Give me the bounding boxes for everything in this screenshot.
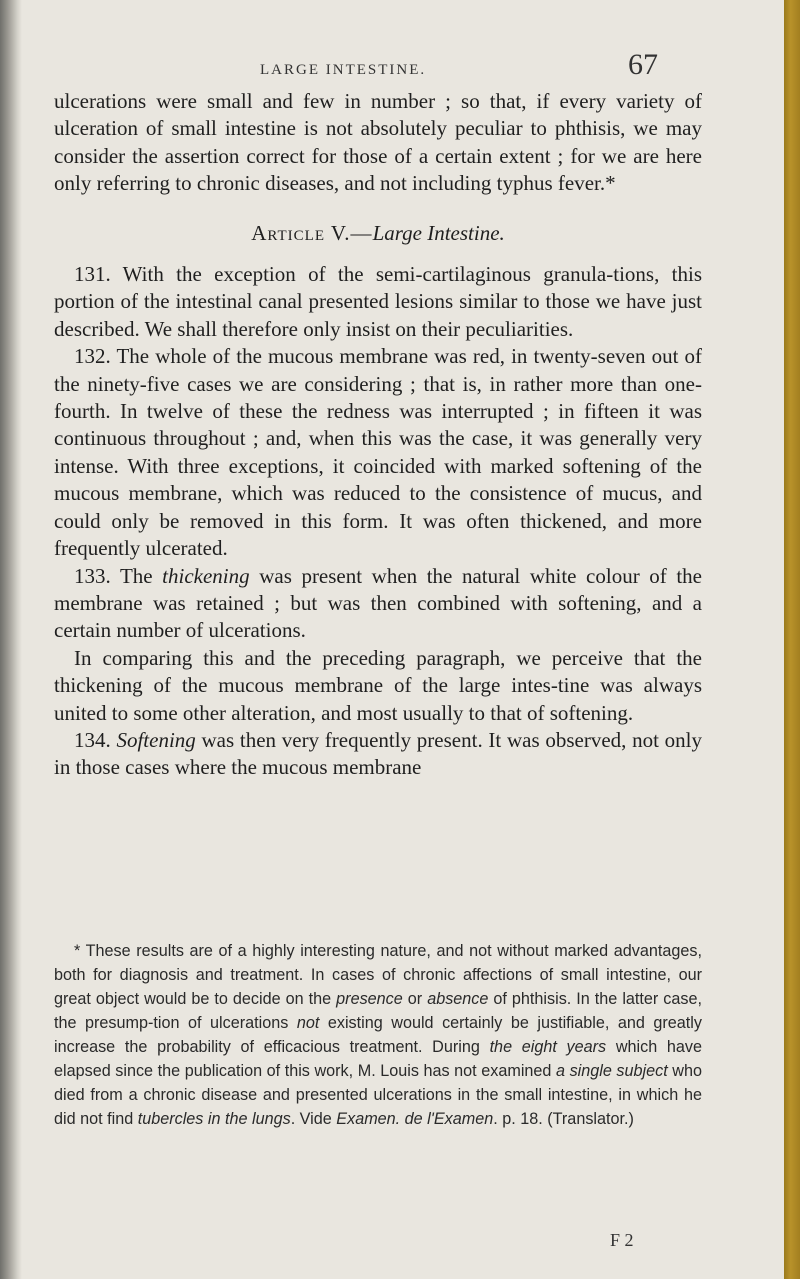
footnote-part: of phthisis. In the latter case, the presump-tion of ulcerations	[54, 990, 702, 1032]
footnote-eight-years: the eight years	[489, 1038, 607, 1056]
paragraph-132: 132. The whole of the mucous membrane was red, in twenty-seven out of the ninety-five cases we are considering ; that is, in rather more than one-fourth. In twelve of these the redness was interrupted ; in fifteen it was continuous throughout ; and, when this was the case, it was generally very intense. With three exceptions, it coincided with marked softening of the mucous membrane, which was reduced to the consistence of mucus, and could only be removed in this form. It was often thickened, and more frequently ulcerated.	[54, 344, 702, 561]
footnote-tubercles: tubercles in the lungs	[137, 1110, 291, 1128]
paragraph-133	[54, 563, 702, 645]
page-header	[0, 46, 784, 86]
footnote-part: * These results are of a highly interesting nature, and not without marked advantages, both for diagnosis and treatment. In cases of chronic affections of small intestine, our great object would be to decide on the	[54, 942, 702, 1008]
footnote-part: . Vide	[290, 1110, 337, 1128]
footnote-presence: presence	[336, 990, 403, 1008]
page-number: 67	[628, 48, 658, 81]
page-edge	[784, 0, 800, 1279]
p134-text: was then very frequently present. It was observed, not only in those cases where the mucous membrane	[54, 727, 702, 780]
footnote-part: who died from a chronic disease and presented ulcerations in the small intestine, in which he did not find	[54, 1062, 702, 1128]
p134-number: 134.	[74, 727, 117, 752]
article-title: Large Intestine.	[372, 220, 505, 245]
footnote	[54, 939, 702, 1131]
footnote-part: or	[402, 990, 428, 1008]
signature-mark: F 2	[610, 1230, 634, 1250]
paragraph-intro: ulcerations were small and few in number ; so that, if every variety of ulceration of small intestine is not absolutely peculiar to phthisis, we may consider the assertion correct for those of a certain extent ; for we are here only referring to chronic diseases, and not including typhus fever.*	[54, 89, 702, 196]
footnote-single-subject: a single subject	[556, 1062, 668, 1080]
footnote-part: which have elapsed since the publication of this work, M. Louis has not examined	[54, 1038, 703, 1080]
p134-term: Softening	[116, 727, 196, 752]
footnote-absence: absence	[427, 990, 489, 1008]
footnote-part: existing would certainly be justifiable, and greatly increase the probability of efficacious treatment. During	[54, 1014, 702, 1056]
article-prefix: Article V.—	[251, 220, 373, 245]
paragraph-134	[54, 727, 702, 782]
footnote-text	[54, 939, 702, 1131]
footnote-examen: Examen. de l'Examen	[336, 1110, 494, 1128]
paragraph-compare: In comparing this and the preceding paragraph, we perceive that the thickening of the mucous membrane of the large intes-tine was always united to some other alteration, and most usually to that of softening.	[54, 645, 702, 725]
p133-text: was present when the natural white colour of the membrane was retained ; but was then combined with softening, and a certain number of ulcerations.	[54, 563, 702, 643]
p133-term: thickening	[162, 563, 250, 588]
footnote-not: not	[296, 1014, 320, 1032]
paragraph-131: 131. With the exception of the semi-cartilaginous granula-tions, this portion of the intestinal canal presented lesions similar to those we have just described. We shall therefore only insist on their peculiarities.	[54, 262, 702, 341]
p133-number: 133. The	[74, 563, 163, 588]
running-head: LARGE INTESTINE.	[260, 62, 427, 78]
article-heading	[54, 220, 702, 247]
footnote-part: . p. 18. (Translator.)	[493, 1110, 634, 1128]
body-text	[54, 88, 702, 782]
